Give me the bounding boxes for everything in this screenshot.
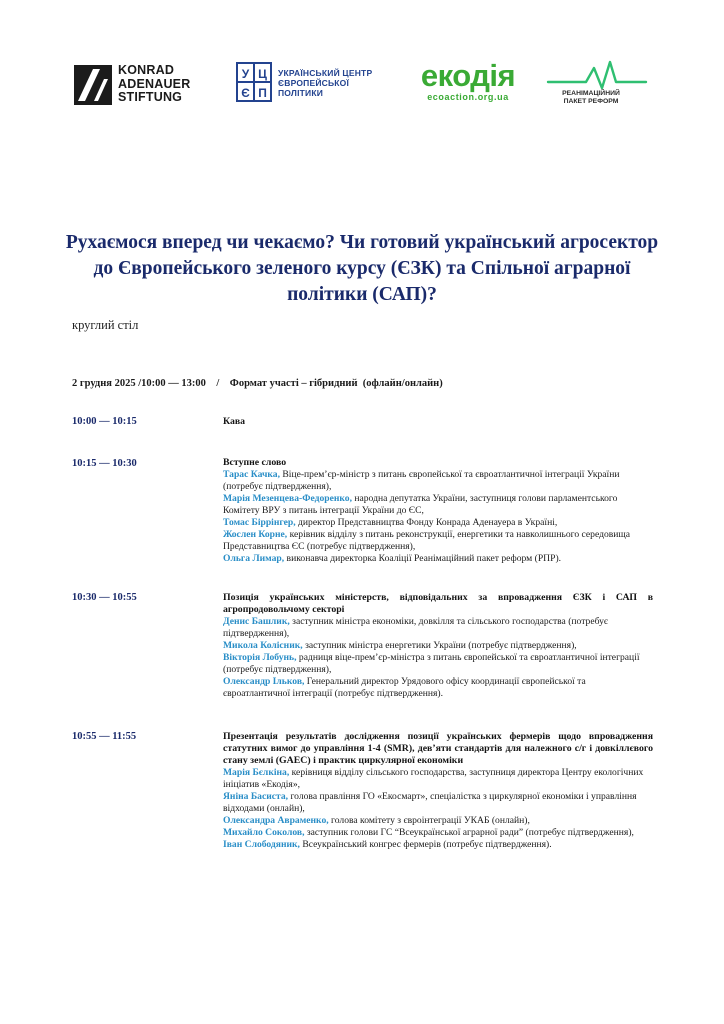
speaker-role: заступник голови ГС “Всеукраїнської аграрної ради” (потребує підтвердження), [304,827,634,838]
speaker [223,815,653,827]
agenda-time: 10:55 — 11:55 [72,731,137,742]
speaker-name: Іван Слободяник, [223,839,300,850]
page-title: Рухаємося вперед чи чекаємо? Чи готовий український агросектор до Європейського зеленого курсу (ЄЗК) та Спільної аграрної політики (САП)? [65,232,659,305]
ucep-logo [236,62,386,106]
speaker-role: голова комітету з євроінтеграції УКАБ (онлайн), [328,815,530,826]
speaker [223,469,653,493]
speaker [223,652,653,676]
speaker-role: керівник відділу з питань реконструкції, енергетики та навколишнього середовища Представництва ЄС (потребує підтвердження), [223,529,631,552]
speaker-name: Микола Колісник, [223,640,303,651]
rpr-logo [546,60,650,108]
speaker [223,827,653,839]
speaker-name: Жослен Корне, [223,529,288,540]
ucep-line-3: ПОЛІТИКИ [278,88,324,98]
speaker [223,791,653,815]
agenda-heading: Вступне слово [223,457,287,468]
speaker-role: директор Представництва Фонду Конрада Аденауера в Україні, [295,517,558,528]
kas-line-1: KONRAD [118,63,175,77]
rpr-wordmark [548,90,634,106]
ucep-mark-icon [236,62,272,102]
speaker-name: Денис Башлик, [223,616,290,627]
agenda-time: 10:00 — 10:15 [72,416,137,427]
speaker-name: Марія Бєлкіна, [223,767,290,778]
event-date-format: 2 грудня 2025 /10:00 — 13:00 / Формат участі – гібридний (офлайн/онлайн) [72,378,443,389]
speaker-name: Михайло Соколов, [223,827,305,838]
speaker-name: Олександр Ільков, [223,676,305,687]
speaker-role: Віце-прем’єр-міністр з питань європейської та євроатлантичної інтеграції України (потребує підтвердження), [223,469,620,492]
agenda-content [223,457,653,565]
ecodia-wordmark: екодія [420,58,516,93]
speaker-role: заступник міністра економіки, довкілля та сільського господарства (потребує підтвердження), [223,616,609,639]
speaker-role: голова правління ГО «Екосмарт», спеціалістка з циркулярної економіки і управління відходами (онлайн), [223,791,637,814]
ucep-mark-letter: У [241,67,250,81]
speaker [223,553,653,565]
ucep-mark-letter: Ц [258,67,267,81]
konrad-adenauer-stiftung-logo [74,64,212,106]
agenda-time: 10:15 — 10:30 [72,458,137,469]
rpr-line-2: ПАКЕТ РЕФОРМ [563,98,619,105]
kas-line-3: STIFTUNG [118,90,183,104]
speaker-name: Олександра Авраменко, [223,815,329,826]
kas-line-2: ADENAUER [118,76,191,91]
speaker-role: радниця віце-прем’єр-міністра з питань європейської та євроатлантичної інтеграції (потребує підтвердження), [223,652,640,675]
speaker-role: керівниця відділу сільського господарства, заступниця директора Центру екологічних ініціатив «Екодія», [223,767,644,790]
speaker-name: Вікторія Лобунь, [223,652,297,663]
speaker [223,616,653,640]
speaker [223,767,653,791]
heartbeat-icon [546,60,650,90]
agenda-content [223,731,653,851]
ecodia-logo [410,60,526,110]
agenda-content [223,592,653,700]
kas-wordmark [118,64,190,105]
speaker [223,676,653,700]
speaker [223,529,653,553]
speaker-role: Всеукраїнський конгрес фермерів (потребує підтвердження). [299,839,552,850]
ucep-mark-letter: П [258,86,267,100]
partner-logos [0,58,724,112]
speaker-role: Генеральний директор Урядового офісу координації європейської та євроатлантичної інтеграції (потребує підтвердження). [223,676,586,699]
ucep-line-2: ЄВРОПЕЙСЬКОЇ [278,78,350,88]
rpr-line-1: РЕАНІМАЦІЙНИЙ [562,90,620,97]
kas-mark-icon [74,65,112,105]
agenda-heading: Кава [223,416,246,427]
agenda-heading: Позиція українських міністерств, відповідальних за впровадження ЄЗК і САП в агропродовольчому секторі [223,592,653,615]
speaker [223,517,653,529]
ucep-line-1: УКРАЇНСЬКИЙ ЦЕНТР [278,68,373,78]
speaker [223,839,653,851]
speaker-name: Тарас Качка, [223,469,280,480]
speaker-role: народна депутатка України, заступниця голови парламентського Комітету ВРУ з питань інтеграції України до ЄС, [223,493,618,516]
agenda-heading: Презентація результатів дослідження позиції українських фермерів щодо впровадження статутних вимог до управління 1-4 (SMR), дев’яти стандартів для належного с/г і довкіллєвого стану землі (GAEC) і практик циркулярної економіки [223,731,653,766]
ecodia-url: ecoaction.org.ua [427,92,509,102]
speaker-name: Томас Біррінгер, [223,517,296,528]
speaker-name: Яніна Басиста, [223,791,289,802]
speaker-name: Ольга Лимар, [223,553,285,564]
speaker-role: виконавча директорка Коаліції Реанімаційний пакет реформ (РПР). [284,553,562,564]
agenda-time: 10:30 — 10:55 [72,592,137,603]
speaker [223,640,653,652]
speaker-name: Марія Мезенцева-Федоренко, [223,493,352,504]
event-type: круглий стіл [72,318,139,332]
ucep-mark-letter: Є [241,86,250,100]
speaker-role: заступник міністра енергетики України (потребує підтвердження), [302,640,577,651]
agenda-content [223,416,653,428]
ucep-wordmark [278,68,372,98]
speaker [223,493,653,517]
